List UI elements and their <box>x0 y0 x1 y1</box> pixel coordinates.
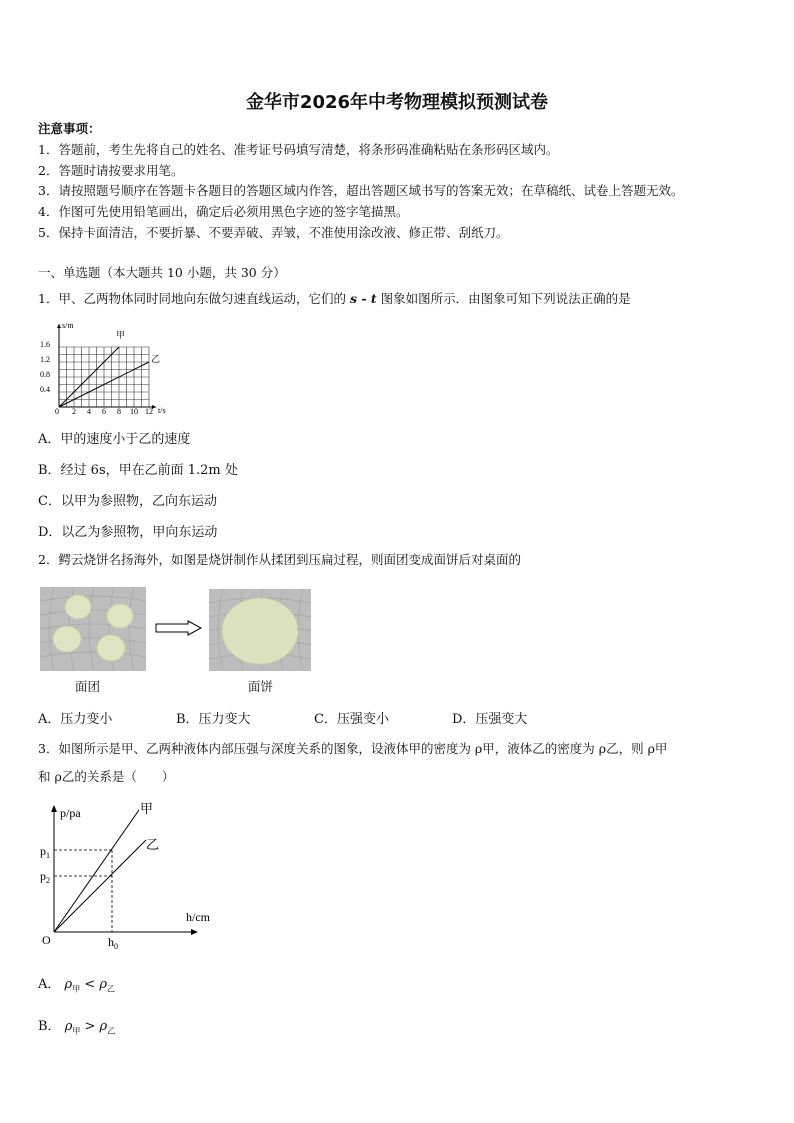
question-2-option-d[interactable]: D．压强变大 <box>452 712 528 727</box>
x-tick-label: 6 <box>102 407 106 416</box>
notice-item: 4．作图可先使用铅笔画出，确定后必须用黑色字迹的签字笔描黑。 <box>38 204 409 219</box>
dough-balls-photo <box>40 587 146 671</box>
y-tick-label: 0.8 <box>40 370 50 379</box>
flatbread-photo <box>209 589 311 671</box>
question-3-option-a[interactable]: A． $\rho_甲 < \rho_乙$ <box>38 977 116 994</box>
page-title: 金华市2026年中考物理模拟预测试卷 <box>245 92 549 113</box>
origin-label: O <box>42 933 51 947</box>
line-label-yi: 乙 <box>151 354 161 364</box>
x-tick-label: 8 <box>117 407 121 416</box>
question-2-option-c[interactable]: C．压强变小 <box>314 712 389 727</box>
x-tick-label: 4 <box>87 407 91 416</box>
line-label-yi: 乙 <box>146 837 160 852</box>
question-2-option-b[interactable]: B．压力变大 <box>176 712 251 727</box>
question-2-option-a[interactable]: A．压力变小 <box>38 712 113 727</box>
question-1-option-c[interactable]: C．以甲为参照物，乙向东运动 <box>38 494 217 509</box>
y-tick-label: 1.6 <box>40 340 50 349</box>
line-label-jia: 甲 <box>116 330 126 340</box>
question-1-option-b[interactable]: B．经过 6s，甲在乙前面 1.2m 处 <box>38 463 238 478</box>
x-tick-label: 12 <box>145 407 153 416</box>
line-jia <box>54 810 139 932</box>
y-axis-arrow <box>51 805 57 812</box>
notice-item: 2．答题时请按要求用笔。 <box>38 163 184 178</box>
h0-label: $h_0$ <box>108 935 118 951</box>
x-axis-label: h/cm <box>186 910 210 924</box>
x-tick-label: 2 <box>72 407 76 416</box>
question-1-stem <box>38 291 631 307</box>
notice-item: 3．请按照题号顺序在答题卡各题目的答题区域内作答，超出答题区域书写的答案无效；在草稿纸、试卷上答题无效。 <box>38 183 684 198</box>
question-1-stem-part: 图象如图所示．由图象可知下列说法正确的是 <box>380 291 631 306</box>
y-axis-label: p/pa <box>60 806 81 820</box>
caption-dough: 面团 <box>75 679 101 694</box>
question-1-option-d[interactable]: D．以乙为参照物，甲向东运动 <box>38 525 218 540</box>
y-tick-label: 0.4 <box>40 385 50 394</box>
p2-label: $p_2$ <box>40 869 50 885</box>
x-axis-label: t/s <box>158 406 166 415</box>
notice-item: 1．答题前，考生先将自己的姓名、准考证号码填写清楚，将条形码准确粘贴在条形码区域内。 <box>38 142 559 157</box>
question-1-stem-part: 1．甲、乙两物体同时同地向东做匀速直线运动，它们的 <box>38 291 346 306</box>
y-axis-label: s/m <box>62 321 74 330</box>
st-graph <box>38 316 178 420</box>
st-symbol: s - t <box>349 291 377 306</box>
arrow-right-icon <box>155 620 203 636</box>
question-3-stem-line2: 和 ρ乙的关系是（ ） <box>38 769 175 784</box>
line-label-jia: 甲 <box>140 801 154 816</box>
y-axis-arrow <box>57 324 61 328</box>
line-yi <box>54 840 146 932</box>
pressure-depth-graph <box>36 800 222 954</box>
question-2-stem: 2．鳄云烧饼名扬海外，如图是烧饼制作从揉团到压扁过程，则面团变成面饼后对桌面的 <box>38 552 521 567</box>
p1-label: $p_1$ <box>40 844 50 860</box>
x-tick-label: 0 <box>55 407 59 416</box>
notice-item: 5．保持卡面清洁，不要折暴、不要弄破、弄皱，不准使用涂改液、修正带、刮纸刀。 <box>38 225 509 240</box>
question-3-stem-line1: 3．如图所示是甲、乙两种液体内部压强与深度关系的图象，设液体甲的密度为 ρ甲，液体乙的密度为 ρ乙，则 ρ甲 <box>38 741 668 756</box>
y-tick-label: 1.2 <box>40 355 50 364</box>
x-axis-arrow <box>191 929 198 935</box>
question-1-option-a[interactable]: A．甲的速度小于乙的速度 <box>38 432 191 447</box>
x-tick-label: 10 <box>130 407 138 416</box>
caption-flatbread: 面饼 <box>248 679 274 694</box>
question-3-option-b[interactable]: B． $\rho_甲 > \rho_乙$ <box>38 1019 116 1036</box>
st-grid <box>59 347 149 407</box>
notice-heading: 注意事项： <box>38 121 101 136</box>
section-heading: 一、单选题（本大题共 10 小题，共 30 分） <box>38 265 286 280</box>
